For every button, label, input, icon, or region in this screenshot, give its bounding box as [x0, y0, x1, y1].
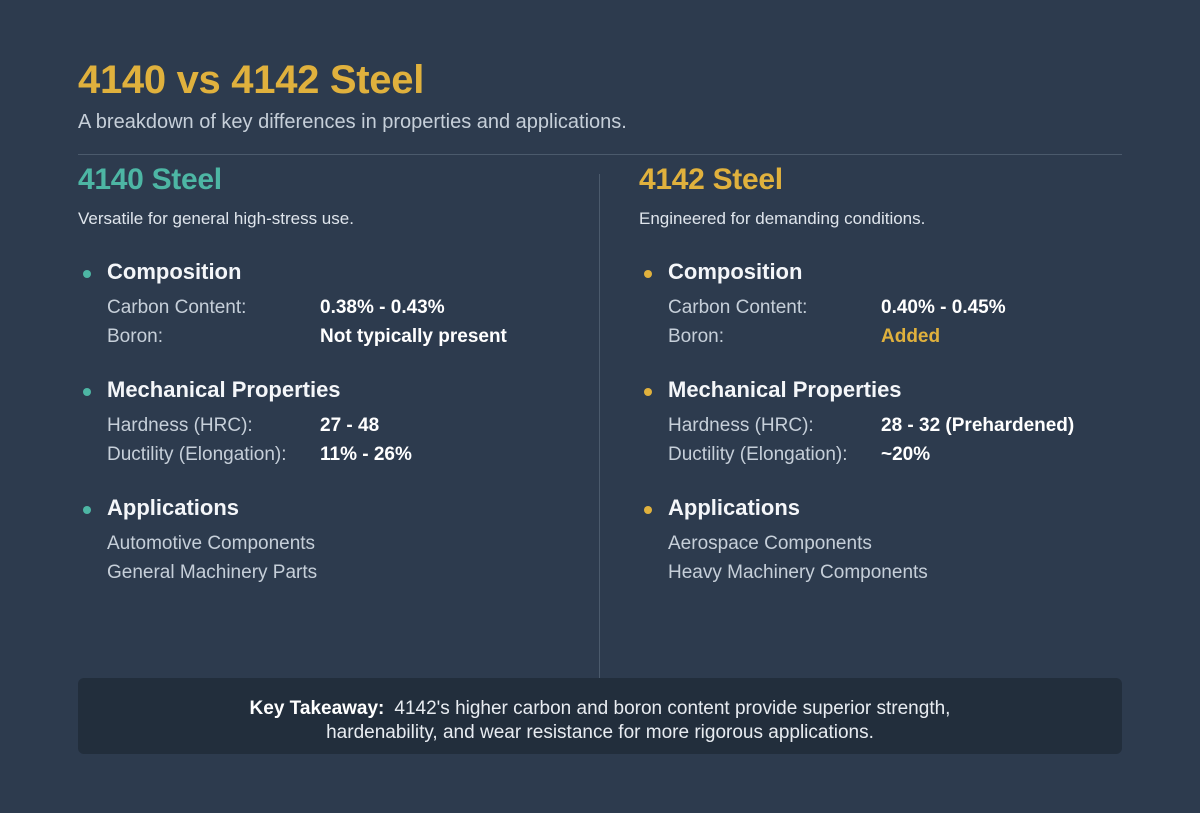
header-divider — [78, 154, 1122, 155]
property-row — [668, 293, 1139, 322]
column-4142 — [639, 163, 1139, 587]
property-value: 28 - 32 (Prehardened) — [881, 415, 1075, 436]
bullet-dot-icon — [83, 506, 91, 514]
property-row — [668, 440, 1139, 469]
section-title: Mechanical Properties — [668, 377, 902, 402]
property-value: 0.38% - 0.43% — [320, 297, 445, 318]
property-value-highlight: Added — [881, 326, 941, 347]
bullet-dot-icon — [83, 270, 91, 278]
takeaway-label: Key Takeaway: — [249, 698, 385, 719]
application-item: General Machinery Parts — [107, 562, 318, 583]
key-takeaway-box — [78, 678, 1122, 754]
property-label: Ductility (Elongation): — [668, 444, 848, 465]
applications-section-4142 — [639, 495, 1139, 587]
property-value: 0.40% - 0.45% — [881, 297, 1006, 318]
section-title: Applications — [668, 495, 801, 520]
bullet-dot-icon — [644, 506, 652, 514]
property-label: Hardness (HRC): — [668, 415, 814, 436]
section-title: Applications — [107, 495, 240, 520]
column-title-4140: 4140 Steel — [78, 163, 222, 196]
property-value: 11% - 26% — [320, 444, 412, 465]
bullet-dot-icon — [644, 388, 652, 396]
application-item: Aerospace Components — [668, 533, 872, 554]
composition-section-4142 — [639, 259, 1139, 351]
property-value: ~20% — [881, 444, 931, 465]
section-title: Composition — [107, 259, 242, 284]
section-title: Mechanical Properties — [107, 377, 341, 402]
mechanical-section-4142 — [639, 377, 1139, 469]
column-4140 — [78, 163, 578, 587]
property-label: Ductility (Elongation): — [107, 444, 287, 465]
property-label: Carbon Content: — [668, 297, 808, 318]
property-row — [668, 411, 1139, 440]
property-row — [107, 293, 578, 322]
bullet-dot-icon — [644, 270, 652, 278]
page-title: 4140 vs 4142 Steel — [78, 58, 425, 102]
property-label: Boron: — [668, 326, 724, 347]
column-divider — [599, 174, 600, 678]
property-row — [107, 440, 578, 469]
property-label: Carbon Content: — [107, 297, 247, 318]
section-title: Composition — [668, 259, 803, 284]
column-title-4142: 4142 Steel — [639, 163, 783, 196]
page-subtitle: A breakdown of key differences in properties and applications. — [78, 111, 627, 133]
bullet-dot-icon — [83, 388, 91, 396]
applications-section-4140 — [78, 495, 578, 587]
column-subtitle-4142: Engineered for demanding conditions. — [639, 209, 926, 228]
property-label: Hardness (HRC): — [107, 415, 253, 436]
property-value: Not typically present — [320, 326, 507, 347]
application-item: Heavy Machinery Components — [668, 562, 928, 583]
takeaway-text: 4142's higher carbon and boron content provide superior strength, — [394, 698, 951, 719]
takeaway-line-1 — [78, 697, 1122, 721]
property-row — [107, 411, 578, 440]
property-value: 27 - 48 — [320, 415, 380, 436]
composition-section-4140 — [78, 259, 578, 351]
property-label: Boron: — [107, 326, 163, 347]
property-row — [668, 322, 1139, 351]
application-item: Automotive Components — [107, 533, 316, 554]
property-row — [107, 322, 578, 351]
takeaway-line-2: hardenability, and wear resistance for more rigorous applications. — [326, 722, 874, 743]
column-subtitle-4140: Versatile for general high-stress use. — [78, 209, 354, 228]
mechanical-section-4140 — [78, 377, 578, 469]
